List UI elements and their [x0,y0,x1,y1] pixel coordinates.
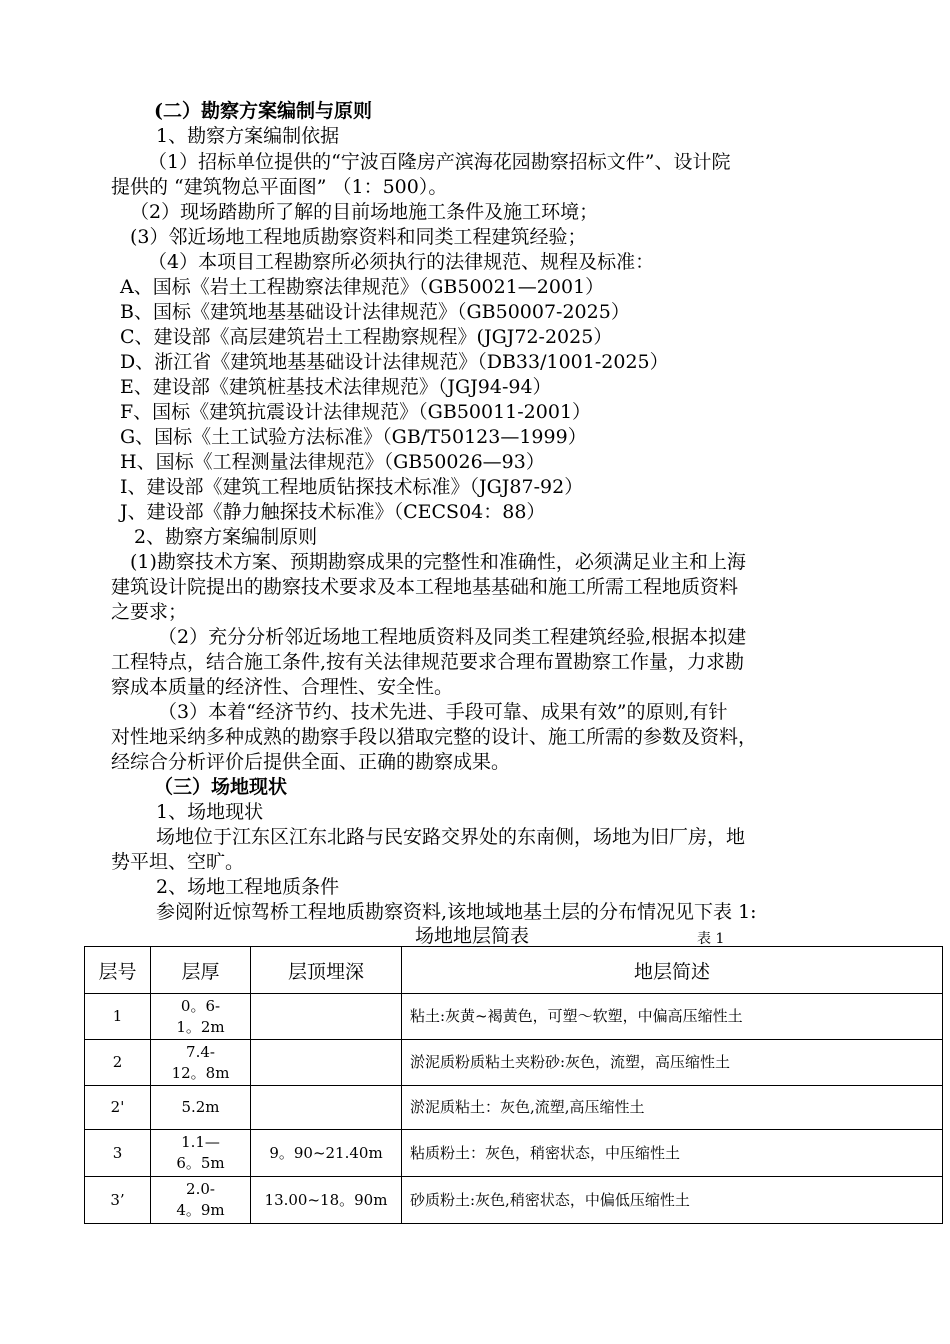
standard-item: E、建设部《建筑桩基技术法律规范》（JGJ94-94） [120,376,552,398]
standard-item: D、浙江省《建筑地基基础设计法律规范》（DB33/1001-2025） [120,351,669,373]
thickness-part: 12。8m [171,1063,230,1082]
standard-item: F、国标《建筑抗震设计法律规范》（GB50011-2001） [120,401,592,423]
thickness-part: 1.1— [181,1133,220,1151]
cell-top-depth [251,994,402,1040]
site-status-line2: 势平坦、空旷。 [111,851,245,873]
cell-top-depth [251,1040,402,1086]
section2-heading: (二）勘察方案编制与原则 [154,100,372,122]
strata-table [84,946,943,1224]
cell-thickness [151,1040,251,1086]
cell-description: 粘质粉土：灰色，稍密状态，中压缩性土 [402,1130,943,1177]
table-number: 表 1 [697,931,725,947]
standard-item: G、国标《土工试验方法标准》（GB/T50123—1999） [120,426,587,448]
table-header-row [85,947,943,994]
standard-item: I、建设部《建筑工程地质钻探技术标准》（JGJ87-92） [120,476,584,498]
principle1-line2: 建筑设计院提出的勘察技术要求及本工程地基基础和施工所需工程地质资料 [111,576,739,598]
thickness-part: 1。2m [176,1017,225,1036]
cell-layer-no: 2 [85,1040,151,1086]
thickness-part: 7.4- [186,1042,215,1061]
table-row [85,1130,943,1177]
thickness-part: 6。5m [176,1154,225,1172]
header-description: 地层简述 [402,947,943,994]
standard-item: A、国标《岩土工程勘察法律规范》（GB50021—2001） [120,276,605,298]
table-row [85,994,943,1040]
cell-description: 砂质粉土:灰色,稍密状态，中偏低压缩性土 [402,1177,943,1224]
geology-title: 2、场地工程地质条件 [156,876,340,898]
cell-thickness [151,1086,251,1130]
header-thickness: 层厚 [151,947,251,994]
thickness-part: 0。6- [180,996,221,1015]
cell-top-depth [251,1086,402,1130]
table-row [85,1177,943,1224]
principle2-line2: 工程特点，结合施工条件,按有关法律规范要求合理布置勘察工作量，力求勘 [111,651,745,673]
table-row [85,1086,943,1130]
principle1-line1: (1)勘察技术方案、预期勘察成果的完整性和准确性，必须满足业主和上海 [130,551,746,573]
cell-layer-no: 2' [85,1086,151,1130]
cell-top-depth: 13.00~18。90m [251,1177,402,1224]
principle3-line2: 对性地采纳多种成熟的勘察手段以猎取完整的设计、施工所需的参数及资料， [111,726,758,748]
cell-thickness [151,994,251,1040]
cell-description: 粘土:灰黄~褐黄色，可塑～软塑，中偏高压缩性土 [402,994,943,1040]
basis-title: 1、勘察方案编制依据 [156,125,340,147]
cell-layer-no: 1 [85,994,151,1040]
table-row [85,1040,943,1086]
principle2-line3: 察成本质量的经济性、合理性、安全性。 [111,676,454,698]
cell-layer-no: 3’ [85,1177,151,1224]
basis-item4: （4）本项目工程勘察所必须执行的法律规范、规程及标准： [148,251,655,273]
site-status-title: 1、场地现状 [156,801,264,823]
principles-title: 2、勘察方案编制原则 [134,526,318,548]
cell-description: 淤泥质粘土：灰色,流塑,高压缩性土 [402,1086,943,1130]
standard-item: B、国标《建筑地基基础设计法律规范》（GB50007-2025） [120,301,630,323]
table-caption: 场地地层简表 [415,925,530,947]
geology-ref-line: 参阅附近惊驾桥工程地质勘察资料,该地域地基土层的分布情况见下表 1: [156,901,757,923]
header-top-depth: 层顶埋深 [251,947,402,994]
cell-thickness [151,1130,251,1177]
cell-thickness [151,1177,251,1224]
basis-item1-line1: （1）招标单位提供的“宁波百隆房产滨海花园勘察招标文件”、设计院 [148,151,731,173]
site-status-line1: 场地位于江东区江东北路与民安路交界处的东南侧，场地为旧厂房，地 [156,826,746,848]
principle3-line3: 经综合分析评价后提供全面、正确的勘察成果。 [111,751,511,773]
cell-description: 淤泥质粉质粘土夹粉砂:灰色，流塑，高压缩性土 [402,1040,943,1086]
basis-item3: (3）邻近场地工程地质勘察资料和同类工程建筑经验； [130,226,587,248]
section3-heading: （三）场地现状 [154,776,288,798]
basis-item2: （2）现场踏勘所了解的目前场地施工条件及施工环境； [130,201,599,223]
thickness-part: 5.2m [181,1098,220,1116]
principle1-line3: 之要求； [111,601,188,623]
header-layer-no: 层号 [85,947,151,994]
thickness-part: 4。9m [176,1201,225,1219]
thickness-part: 2.0- [186,1180,215,1198]
standard-item: J、建设部《静力触探技术标准》（CECS04：88） [120,501,546,523]
basis-item1-line2: 提供的 “建筑物总平面图” （1：500）。 [111,176,448,198]
principle3-line1: （3）本着“经济节约、技术先进、手段可靠、成果有效”的原则,有针 [158,701,728,723]
principle2-line1: （2）充分分析邻近场地工程地质资料及同类工程建筑经验,根据本拟建 [158,626,747,648]
standard-item: H、国标《工程测量法律规范》（GB50026—93） [120,451,545,473]
cell-top-depth: 9。90~21.40m [251,1130,402,1177]
standard-item: C、建设部《高层建筑岩土工程勘察规程》(JGJ72-2025） [120,326,613,348]
cell-layer-no: 3 [85,1130,151,1177]
